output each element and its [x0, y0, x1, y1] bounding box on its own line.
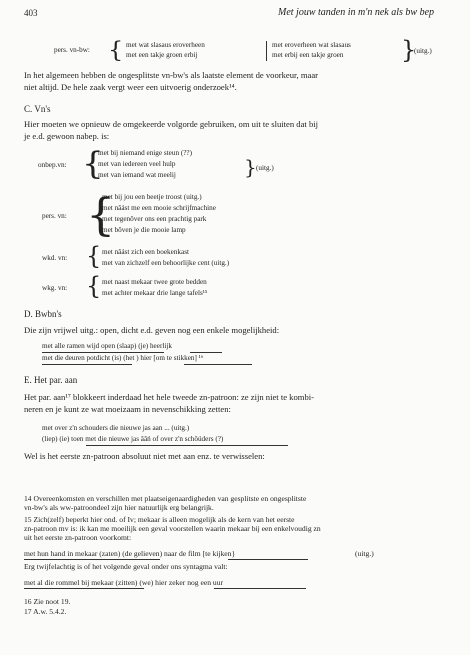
pers-vn-bw-label: pers. vn-bw:	[54, 46, 90, 54]
footnote-16: 16 Zie noot 19.	[24, 597, 71, 606]
footnote-15: uit het eerste zn-patroon voorkomt:	[24, 533, 132, 542]
section-title-d: D. Bwbn's	[24, 309, 62, 319]
paragraph-line: Die zijn vrijwel uitg.: open, dicht e.d. geven nog een enkele mogelijkheid:	[24, 325, 280, 335]
right-brace: }	[401, 36, 417, 64]
underline	[42, 364, 132, 365]
group-label-onbep: onbep.vn:	[38, 161, 67, 169]
paragraph-line: In het algemeen hebben de ongesplitste vn-bw's als laatste element de voorkeur, maar	[24, 70, 319, 80]
underline	[228, 559, 308, 560]
wkd-line-1: met nâást zich een boekenkast	[102, 248, 190, 256]
page-number: 403	[24, 8, 38, 18]
underline	[184, 364, 252, 365]
paragraph-line: je e.d. gewoon nabep. is:	[24, 131, 110, 141]
footnote-14: 14 Overeenkomsten en verschillen met plaatseigenaardigheden van gesplitste en ongesplitste	[24, 494, 307, 503]
onbep-right-brace: }	[244, 155, 257, 179]
underline	[190, 352, 222, 353]
paragraph-line: Wel is het eerste zn-patroon absoluut niet met aan enz. te verwisselen:	[24, 451, 265, 461]
underline	[214, 588, 306, 589]
pers-line-2: met nâást me een mooie schrijfmachine	[102, 204, 216, 212]
footnote-15: 15 Zich(zelf) beperkt hier ond. of Iv; mekaar is alleen mogelijk als de kern van het eerste	[24, 515, 295, 524]
separator-bar	[266, 41, 267, 61]
example-line: met alle ramen wijd open (slaap) (je) heerlijk	[42, 342, 172, 350]
onbep-line-2: met van iedereen veel hulp	[98, 160, 176, 168]
footnote-example: met hun hand in mekaar (zaten) (de gelieven) naar de film [te kijken}	[24, 549, 236, 558]
example-line: met die deuren potdicht (is) (het ) hier [om te stikken] ¹⁶	[42, 354, 204, 362]
onbep-note: (uitg.)	[256, 164, 274, 172]
footnote-17: 17 A.w. 5.4.2.	[24, 607, 67, 616]
onbep-line-3: met van iemand wat meelij	[98, 171, 176, 179]
pers-vn-bw-right-1: met eroverheen wat slasaus	[272, 41, 351, 49]
group-label-wkg: wkg. vn:	[42, 284, 68, 292]
underline	[24, 588, 144, 589]
example-line: met over z'n schouders die nieuwe jas aan ... (uitg.)	[42, 424, 190, 432]
paragraph-line: Het par. aan¹⁷ blokkeert inderdaad het hele tweede zn-patroon: ze zijn niet te kombi-	[24, 392, 315, 402]
pers-vn-bw-left-1: met wat slasaus eroverheen	[126, 41, 205, 49]
paragraph-line: neren en je kunt ze wat moeizaam in nevenschikking zetten:	[24, 404, 231, 414]
wkg-line-1: met naast mekaar twee grote bedden	[102, 278, 207, 286]
paragraph-line: Hier moeten we opnieuw de omgekeerde volgorde gebruiken, om uit te sluiten dat bij	[24, 119, 319, 129]
footnote-example: met al die rommel bij mekaar (zitten) (we) hier zeker nog een uur	[24, 578, 224, 587]
wkg-brace: {	[86, 272, 102, 300]
footnote-text: Erg twijfelachtig is of het volgende geval onder ons syntagma valt:	[24, 562, 228, 571]
pers-vn-bw-left-2: met een takje groen erbij	[126, 51, 198, 59]
group-label-wkd: wkd. vn:	[42, 254, 68, 262]
underline	[86, 445, 288, 446]
section-title-c: C. Vn's	[24, 104, 51, 114]
running-title: Met jouw tanden in m'n nek als bw bep	[278, 7, 435, 18]
pers-vn-bw-right-2: met erbij een takje groen	[272, 51, 344, 59]
left-brace: {	[108, 36, 124, 64]
wkd-line-2: met van zichzelf een behoorlijke cent (uitg.)	[102, 259, 230, 267]
example-line: (liep) (ie) toen met die nieuwe jas ââń of over z'n schôúders (?)	[42, 435, 224, 443]
underline	[24, 559, 160, 560]
onbep-brace: {	[82, 145, 104, 183]
footnote-14: vn-bw's als ww-patroondeel zijn hier natuurlijk erg belangrijk.	[24, 503, 214, 512]
section-title-e: E. Het par. aan	[24, 375, 78, 385]
footnote-15: zn-patroon mv is: ik kan me moeilijk een geval voorstellen waarin mekaar bij een enkelvoudig zn	[24, 524, 321, 533]
group-label-pers: pers. vn:	[42, 212, 67, 220]
onbep-line-1: met bij niemand enige steun (??)	[98, 149, 193, 157]
paragraph-line: niet altijd. De hele zaak vergt weer een uitvoerig onderzoek¹⁴.	[24, 82, 237, 92]
pers-brace: {	[86, 189, 116, 241]
pers-line-3: met tegenôver ons een prachtig park	[102, 215, 207, 223]
pers-line-4: met bôven je die mooie lamp	[102, 226, 186, 234]
pers-vn-bw-note: (uitg.)	[414, 47, 432, 55]
underline	[42, 352, 164, 353]
footnote-example-note: (uitg.)	[355, 549, 374, 558]
wkd-brace: {	[86, 242, 102, 270]
pers-line-1: met bij jou een beetje troost (uitg.)	[102, 193, 202, 201]
wkg-line-2: met achter mekaar drie lange tafels¹⁵	[102, 289, 208, 297]
